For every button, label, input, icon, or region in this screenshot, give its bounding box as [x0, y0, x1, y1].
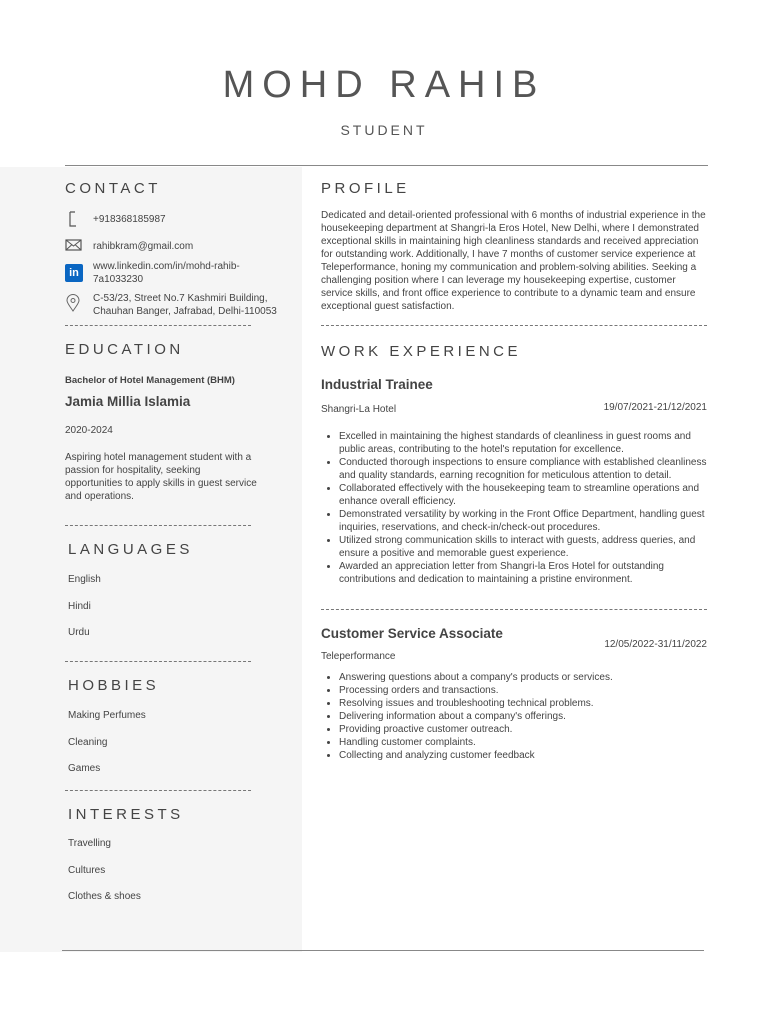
hobbies-divider [65, 790, 251, 791]
job-bullet: • Excelled in maintaining the highest standards of cleanliness in guest rooms and public areas, contributing to the hotel's reputation for excellence. [339, 430, 709, 456]
job-bullet: • Conducted thorough inspections to ensure compliance with established cleanliness and quality standards, earning recognition for meticulous attention to detail. [339, 456, 709, 482]
language-item: Hindi [68, 601, 91, 612]
job-bullet: • Utilized strong communication skills to interact with guests, address queries, and ensure a positive and memorable guest experience. [339, 534, 709, 560]
profile-heading: PROFILE [321, 180, 410, 197]
resume-name: MOHD RAHIB [222, 64, 546, 106]
hobby-item: Games [68, 763, 101, 774]
languages-divider [65, 661, 251, 662]
job-bullet: • Delivering information about a company's offerings. [339, 710, 709, 723]
contact-email[interactable]: rahibkram@gmail.com [93, 241, 194, 252]
header-divider [65, 165, 708, 166]
interests-heading: INTERESTS [68, 806, 184, 823]
job-title: Customer Service Associate [321, 626, 503, 641]
language-item: English [68, 574, 101, 585]
mail-icon [65, 238, 81, 254]
education-years: 2020-2024 [65, 425, 113, 436]
job-bullet: • Processing orders and transactions. [339, 684, 709, 697]
contact-linkedin-line1[interactable]: www.linkedin.com/in/mohd-rahib- [93, 261, 240, 272]
interest-item: Cultures [68, 865, 106, 876]
job-bullet: • Collaborated effectively with the housekeeping team to streamline operations and enhance overall efficiency. [339, 482, 709, 508]
linkedin-icon: in [65, 264, 83, 282]
phone-icon [65, 211, 81, 227]
job-bullet: • Providing proactive customer outreach. [339, 723, 709, 736]
contact-phone[interactable]: +918368185987 [93, 214, 166, 225]
job-bullet: • Handling customer complaints. [339, 736, 709, 749]
languages-heading: LANGUAGES [68, 541, 193, 558]
education-description: Aspiring hotel management student with a passion for hospitality, seeking opportunities to apply skills in guest service and operations. [65, 452, 257, 502]
education-degree: Bachelor of Hotel Management (BHM) [65, 375, 235, 386]
job-bullet: • Collecting and analyzing customer feedback [339, 749, 709, 762]
sidebar [0, 167, 302, 952]
location-pin-icon [66, 294, 82, 310]
job-bullet: • Demonstrated versatility by working in the Front Office Department, handling guest inquiries, reservations, and check-in/check-out procedures. [339, 508, 709, 534]
job-dates: 12/05/2022-31/11/2022 [604, 639, 707, 650]
job-company: Teleperformance [321, 651, 396, 662]
hobby-item: Making Perfumes [68, 710, 146, 721]
interest-item: Travelling [68, 838, 111, 849]
job-bullet: • Awarded an appreciation letter from Shangri-la Eros Hotel for outstanding contributions and dedication to maintaining a pristine environment. [339, 560, 709, 586]
education-school: Jamia Millia Islamia [65, 394, 191, 409]
job-bullets [322, 671, 709, 762]
job-dates: 19/07/2021-21/12/2021 [603, 402, 707, 413]
contact-address-line1: C-53/23, Street No.7 Kashmiri Building, [93, 293, 268, 304]
education-heading: EDUCATION [65, 341, 184, 358]
language-item: Urdu [68, 627, 90, 638]
hobby-item: Cleaning [68, 737, 108, 748]
job-bullet: • Resolving issues and troubleshooting technical problems. [339, 697, 709, 710]
profile-text: Dedicated and detail-oriented professional with 6 months of industrial experience in the housekeeping department at Shangri-la Eros Hotel, New Delhi, where I demonstrated exceptional skills in maintaining high cleanliness standards and received appreciation for outstanding work. Additionally, I have 7 months of customer service experience at Teleperformance, honing my communication and problem-solving abilities. Seeking a challenging position where I can leverage my housekeeping expertise, customer service skills, and front office experience to contribute to a dynamic team and ensure exceptional guest satisfaction. [321, 210, 706, 312]
contact-heading: CONTACT [65, 180, 161, 197]
contact-divider [65, 325, 251, 326]
resume-role: STUDENT [340, 122, 428, 138]
contact-linkedin-line2[interactable]: 7a1033230 [93, 274, 144, 285]
job-bullets [322, 430, 709, 586]
hobbies-heading: HOBBIES [68, 677, 160, 694]
job-bullet: • Answering questions about a company's products or services. [339, 671, 709, 684]
profile-divider [321, 325, 707, 326]
job-company: Shangri-La Hotel [321, 404, 397, 415]
footer-divider [62, 950, 704, 951]
work-heading: WORK EXPERIENCE [321, 343, 522, 360]
job-title: Industrial Trainee [321, 377, 433, 392]
job-divider [321, 609, 707, 610]
interest-item: Clothes & shoes [68, 891, 141, 902]
education-divider [65, 525, 251, 526]
contact-address-line2: Chauhan Banger, Jafrabad, Delhi-110053 [93, 306, 277, 317]
